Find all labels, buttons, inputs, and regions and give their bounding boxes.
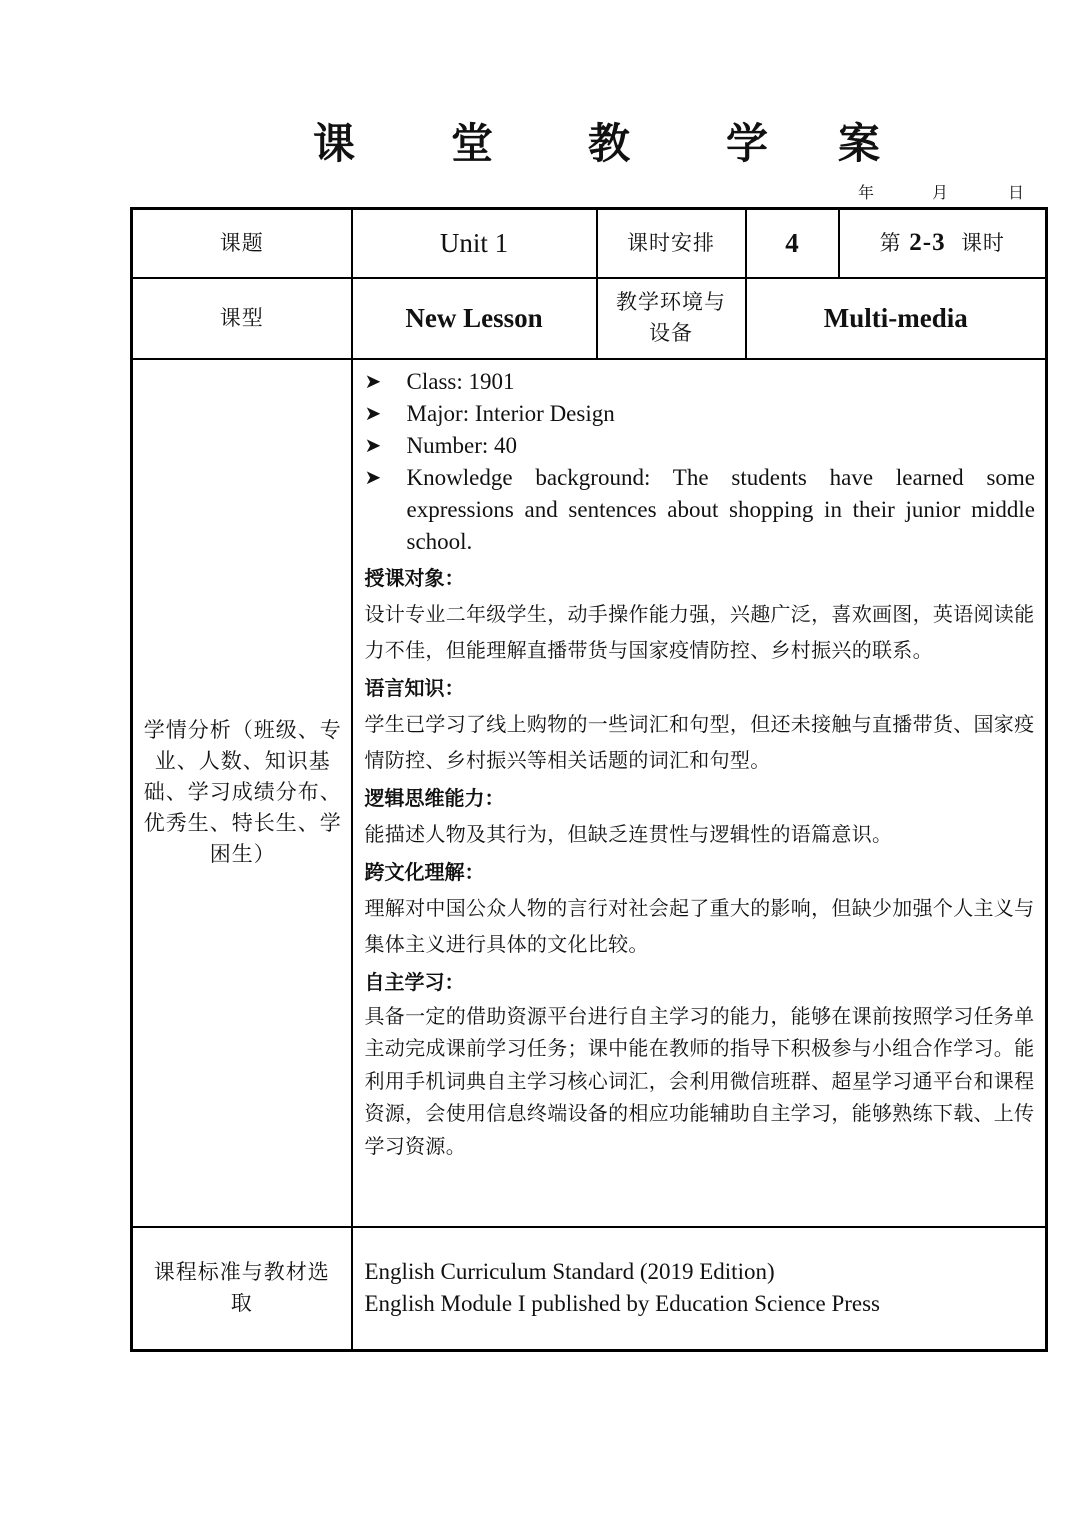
lesson-suffix: 课时 — [960, 231, 1005, 256]
analysis-label: 学情分析（班级、专业、人数、知识基础、学习成绩分布、优秀生、特长生、学困生） — [132, 359, 352, 1227]
lesson-prefix: 第 — [879, 231, 902, 256]
title-char: 案 — [838, 119, 881, 168]
date-line — [0, 180, 1080, 200]
date-month-label: 月 — [932, 183, 949, 202]
arrow-bullet-icon: ➤ — [364, 434, 382, 457]
period-label: 课时安排 — [597, 209, 746, 278]
section-heading: 授课对象： — [364, 565, 465, 590]
type-value: New Lesson — [352, 278, 597, 359]
title-char: 教 — [588, 119, 631, 168]
standard-row — [132, 1227, 1047, 1351]
arrow-bullet-icon: ➤ — [364, 370, 382, 393]
topic-label: 课题 — [132, 209, 352, 278]
section-text: 能描述人物及其行为，但缺乏连贯性与逻辑性的语篇意识。 — [364, 821, 893, 846]
analysis-row — [132, 359, 1047, 1227]
standard-label: 课程标准与教材选取 — [132, 1227, 352, 1351]
standard-content — [352, 1227, 1047, 1351]
title-char: 学 — [726, 119, 769, 168]
title-char: 课 — [313, 119, 356, 168]
type-row — [132, 278, 1047, 359]
period-value: 4 — [746, 209, 839, 278]
section-heading: 跨文化理解： — [364, 859, 485, 884]
date-day-label: 日 — [1008, 183, 1025, 202]
list-item: ➤ Class: 1901 — [365, 366, 1036, 398]
section-heading: 语言知识： — [364, 675, 465, 700]
title-char: 堂 — [451, 119, 494, 168]
arrow-bullet-icon: ➤ — [364, 466, 382, 489]
topic-value: Unit 1 — [352, 209, 597, 278]
list-item: ➤ Number: 40 — [365, 430, 1036, 462]
topic-row — [132, 209, 1047, 278]
section-text: 理解对中国公众人物的言行对社会起了重大的影响，但缺少加强个人主义与集体主义进行具体的文化比较。 — [364, 895, 1035, 956]
analysis-content — [352, 359, 1047, 1227]
lesson-number-cell — [839, 209, 1047, 278]
arrow-bullet-icon: ➤ — [364, 402, 382, 425]
student-info-list — [365, 366, 1036, 558]
page-title — [0, 118, 1080, 170]
standard-line: English Curriculum Standard (2019 Edition) — [364, 1259, 775, 1285]
type-label: 课型 — [132, 278, 352, 359]
section-heading: 自主学习： — [364, 969, 465, 994]
list-item: ➤ Major: Interior Design — [365, 398, 1036, 430]
section-heading: 逻辑思维能力： — [364, 785, 505, 810]
lesson-number: 2-3 — [909, 229, 946, 257]
list-item: ➤ Knowledge background: The students have learned some expressions and sentences about shopping in their junior middle school. — [365, 462, 1036, 558]
section-text: 具备一定的借助资源平台进行自主学习的能力，能够在课前按照学习任务单主动完成课前学习任务；课中能在教师的指导下积极参与小组合作学习。能利用手机词典自主学习核心词汇，会利用微信班群、超星学习通平台和课程资源，会使用信息终端设备的相应功能辅助自主学习，能够熟练下载、上传学习资源。 — [364, 1003, 1035, 1158]
environment-label: 教学环境与设备 — [597, 278, 746, 359]
lesson-plan-table — [130, 207, 1048, 1352]
section-text: 学生已学习了线上购物的一些词汇和句型，但还未接触与直播带货、国家疫情防控、乡村振兴等相关话题的词汇和句型。 — [364, 711, 1035, 772]
standard-line: English Module I published by Education Science Press — [364, 1291, 881, 1317]
date-year-label: 年 — [858, 183, 875, 202]
section-text: 设计专业二年级学生，动手操作能力强，兴趣广泛，喜欢画图，英语阅读能力不佳，但能理解直播带货与国家疫情防控、乡村振兴的联系。 — [364, 601, 1035, 662]
environment-value: Multi-media — [746, 278, 1047, 359]
